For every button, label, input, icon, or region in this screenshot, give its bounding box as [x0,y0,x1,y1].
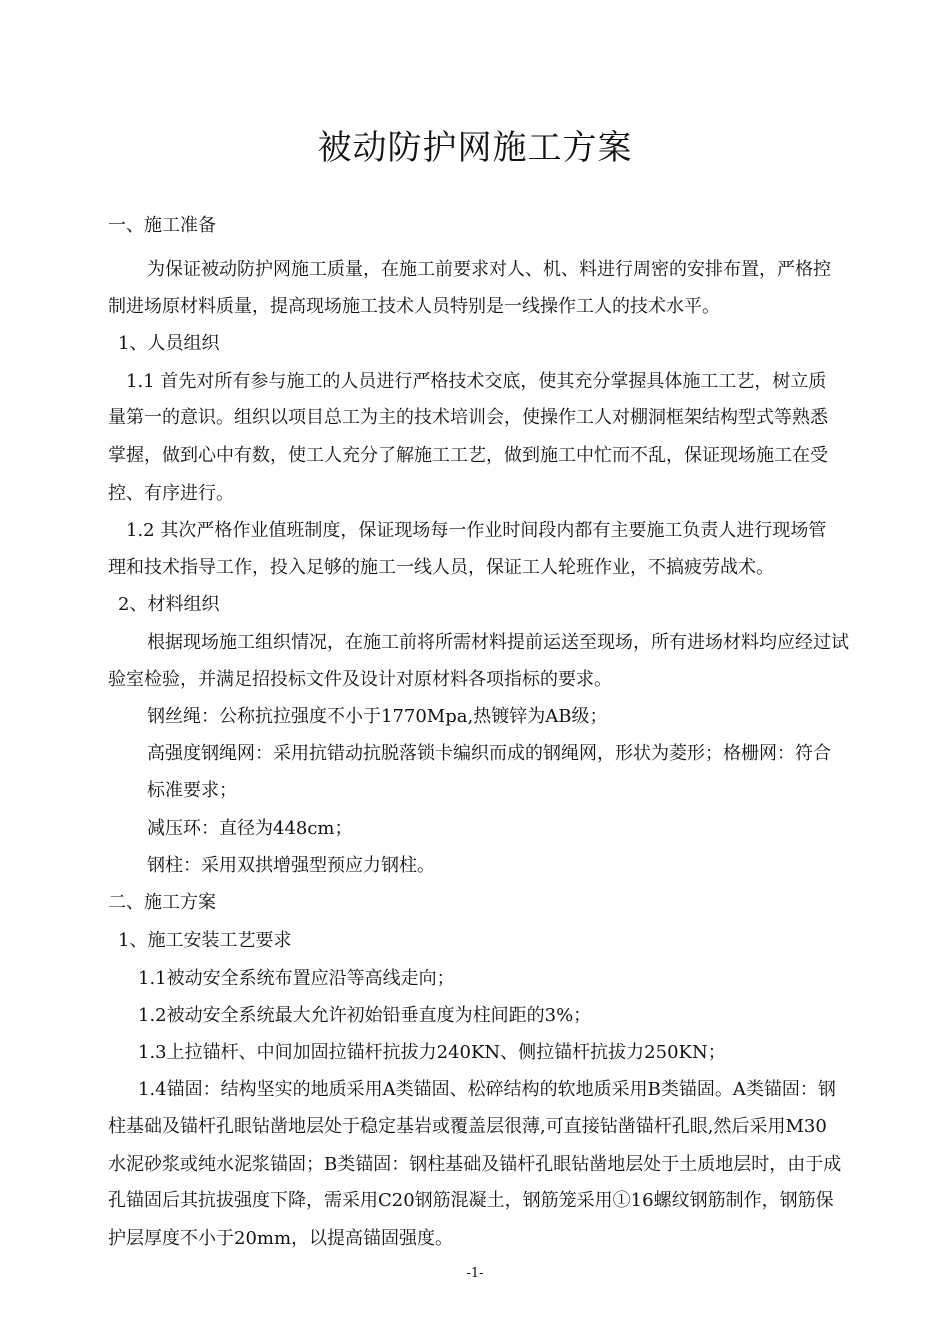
list-line: 减压环：直径为448cm； [147,818,353,839]
paragraph-line: 1.2 其次严格作业值班制度，保证现场每一作业时间段内都有主要施工负责人进行现场管 [126,520,827,541]
paragraph-line: 1.1 首先对所有参与施工的人员进行严格技术交底，使其充分掌握具体施工工艺，树立质 [126,371,827,392]
list-line: 1.1被动安全系统布置应沿等高线走向； [138,968,455,989]
list-line: 1.2被动安全系统最大允许初始铅垂直度为柱间距的3%； [138,1005,592,1026]
page-title: 被动防护网施工方案 [317,128,633,168]
paragraph-line: 量第一的意识。组织以项目总工为主的技术培训会，使操作工人对棚洞框架结构型式等熟悉 [108,407,828,428]
paragraph-line: 掌握，做到心中有数，使工人充分了解施工工艺，做到施工中忙而不乱，保证现场施工在受 [108,445,828,466]
paragraph-line: 理和技术指导工作，投入足够的施工一线人员，保证工人轮班作业，不搞疲劳战术。 [108,557,774,578]
list-line: 1.3上拉锚杆、中间加固拉锚杆抗拔力240KN、侧拉锚杆抗拔力250KN； [138,1042,726,1063]
paragraph-line: 护层厚度不小于20mm，以提高锚固强度。 [108,1228,454,1249]
section-heading: 一、施工准备 [108,215,216,236]
paragraph-line: 控、有序进行。 [108,483,234,504]
paragraph-line: 制进场原材料质量，提高现场施工技术人员特别是一线操作工人的技术水平。 [108,296,720,317]
list-line: 钢丝绳：公称抗拉强度不小于1770Mpa,热镀锌为AB级； [147,706,608,727]
list-line: 标准要求； [147,780,237,801]
subsection-heading: 2、材料组织 [118,594,220,615]
paragraph-line: 孔锚固后其抗拔强度下降，需采用C20钢筋混凝土，钢筋笼采用①16螺纹钢筋制作，钢筋保 [108,1190,834,1211]
paragraph-line: 柱基础及锚杆孔眼钻凿地层处于稳定基岩或覆盖层很薄,可直接钻凿锚杆孔眼,然后采用M30 [108,1116,827,1137]
paragraph-line: 验室检验，并满足招投标文件及设计对原材料各项指标的要求。 [108,669,612,690]
paragraph-line: 根据现场施工组织情况，在施工前将所需材料提前运送至现场，所有进场材料均应经过试 [147,632,849,653]
subsection-heading: 1、人员组织 [118,333,220,354]
list-line: 高强度钢绳网：采用抗错动抗脱落锁卡编织而成的钢绳网，形状为菱形；格栅网：符合 [147,743,831,764]
paragraph-line: 水泥砂浆或纯水泥浆锚固；B类锚固：钢柱基础及锚杆孔眼钻凿地层处于土质地层时，由于成 [108,1154,842,1175]
list-line: 钢柱：采用双拱增强型预应力钢柱。 [147,855,435,876]
section-heading: 二、施工方案 [108,892,216,913]
paragraph-line: 1.4锚固：结构坚实的地质采用A类锚固、松碎结构的软地质采用B类锚固。A类锚固：钢 [138,1079,836,1100]
paragraph-line: 为保证被动防护网施工质量，在施工前要求对人、机、料进行周密的安排布置，严格控 [147,259,831,280]
subsection-heading: 1、施工安装工艺要求 [118,930,292,951]
page-number: -1- [466,1266,484,1281]
